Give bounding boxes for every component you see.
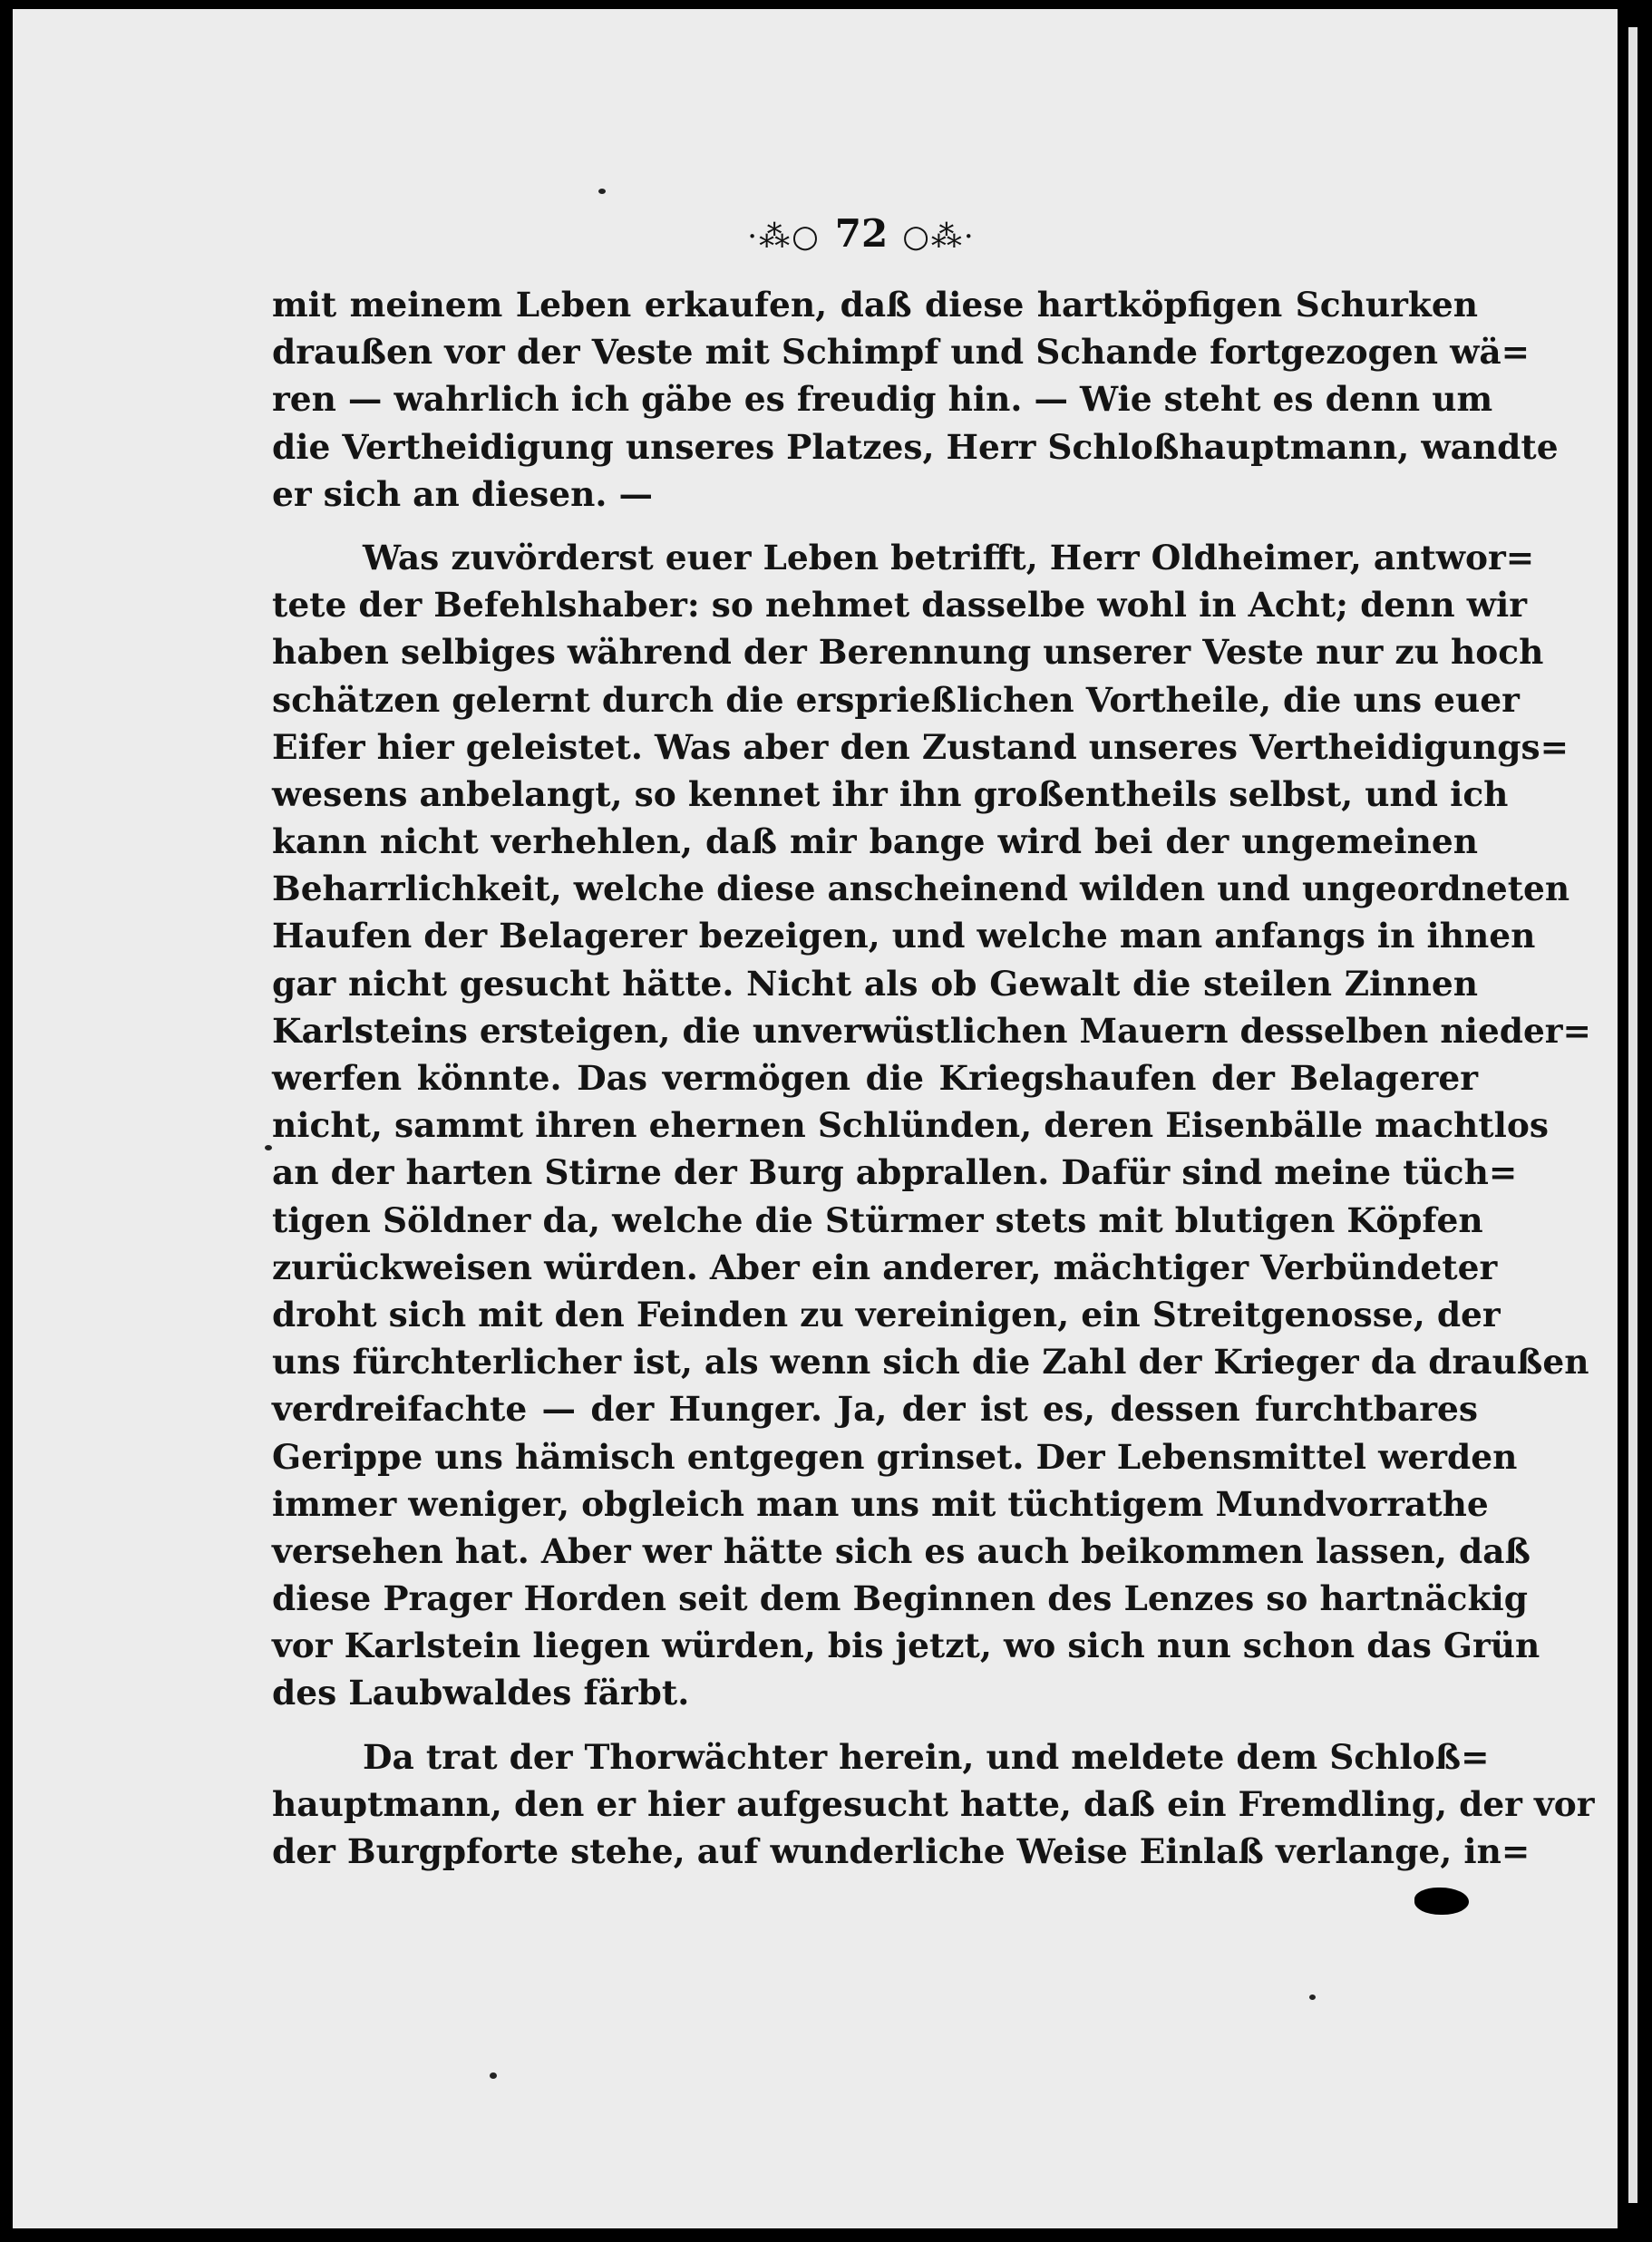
page-header — [716, 207, 1006, 261]
text-line: kann nicht verhehlen, daß mir bange wird bei der ungemeinen — [272, 821, 1478, 862]
text-line: droht sich mit den Feinden zu vereinigen, ein Streitgenosse, der — [272, 1294, 1501, 1335]
text-line: diese Prager Horden seit dem Beginnen des Lenzes so hartnäckig — [272, 1578, 1528, 1619]
text-line: er sich an diesen. — — [272, 473, 653, 514]
ornament-left-icon: ·⁂○ — [747, 218, 821, 255]
text-line: Da trat der Thorwächter herein, und meldete dem Schloß= — [363, 1736, 1490, 1777]
text-line: Gerippe uns hämisch entgegen grinset. Der Lebensmittel werden — [272, 1436, 1518, 1477]
paragraph — [272, 281, 1559, 518]
text-line: mit meinem Leben erkaufen, daß diese hartköpfigen Schurken — [272, 285, 1478, 325]
text-line: wesens anbelangt, so kennet ihr ihn großentheils selbst, und ich — [272, 773, 1509, 814]
text-line: Beharrlichkeit, welche diese anscheinend wilden und ungeordneten — [272, 869, 1570, 909]
text-line: werfen könnte. Das vermögen die Kriegshaufen der Belagerer — [272, 1058, 1478, 1098]
text-line: schätzen gelernt durch die ersprießlichen Vortheile, die uns euer — [272, 679, 1520, 720]
text-line: hauptmann, den er hier aufgesucht hatte, daß ein Fremdling, der vor — [272, 1783, 1595, 1824]
text-line: tete der Befehlshaber: so nehmet dasselbe wohl in Acht; denn wir — [272, 585, 1528, 626]
text-line: an der harten Stirne der Burg abprallen. Dafür sind meine tüch= — [272, 1152, 1518, 1193]
dust-speck — [490, 2072, 497, 2079]
text-line: Was zuvörderst euer Leben betrifft, Herr Oldheimer, antwor= — [363, 537, 1535, 577]
ink-blot — [1414, 1888, 1469, 1915]
text-line: haben selbiges während der Berennung unserer Veste nur zu hoch — [272, 632, 1544, 673]
text-line: die Vertheidigung unseres Platzes, Herr Schloßhauptmann, wandte — [272, 426, 1559, 467]
text-line: ren — wahrlich ich gäbe es freudig hin. — Wie steht es denn um — [272, 379, 1493, 420]
text-line: Karlsteins ersteigen, die unverwüstlichen Mauern desselben nieder= — [272, 1010, 1591, 1051]
text-line: zurückweisen würden. Aber ein anderer, mächtiger Verbündeter — [272, 1247, 1498, 1287]
text-line: verdreifachte — der Hunger. Ja, der ist es, dessen furchtbares — [272, 1389, 1478, 1430]
paragraph — [272, 534, 1591, 1717]
text-line: uns fürchterlicher ist, als wenn sich die Zahl der Krieger da draußen — [272, 1342, 1589, 1383]
text-line: versehen hat. Aber wer hätte sich es auch beikommen lassen, daß — [272, 1530, 1531, 1571]
text-line: tigen Söldner da, welche die Stürmer stets mit blutigen Köpfen — [272, 1199, 1483, 1240]
text-line: Eifer hier geleistet. Was aber den Zustand unseres Vertheidigungs= — [272, 726, 1569, 767]
ornament-right-icon: ○⁂· — [902, 218, 976, 255]
dust-speck — [598, 189, 606, 194]
dust-speck — [1309, 1995, 1316, 2000]
text-line: der Burgpforte stehe, auf wunderliche Weise Einlaß verlange, in= — [272, 1831, 1531, 1871]
text-line: nicht, sammt ihren ehernen Schlünden, deren Eisenbälle machtlos — [272, 1105, 1549, 1146]
dust-speck — [265, 1145, 272, 1150]
text-line: immer weniger, obgleich man uns mit tüchtigem Mundvorrathe — [272, 1483, 1489, 1524]
body-text — [272, 281, 1595, 1875]
text-line: Haufen der Belagerer bezeigen, und welche man anfangs in ihnen — [272, 916, 1536, 956]
page-number: 72 — [834, 211, 889, 256]
text-line: des Laubwaldes färbt. — [272, 1673, 690, 1713]
adjacent-page-edge — [1628, 27, 1637, 2203]
text-line: vor Karlstein liegen würden, bis jetzt, wo sich nun schon das Grün — [272, 1626, 1540, 1666]
text-line: gar nicht gesucht hätte. Nicht als ob Gewalt die steilen Zinnen — [272, 963, 1478, 1004]
text-line: draußen vor der Veste mit Schimpf und Schande fortgezogen wä= — [272, 332, 1531, 373]
paragraph — [272, 1733, 1595, 1876]
